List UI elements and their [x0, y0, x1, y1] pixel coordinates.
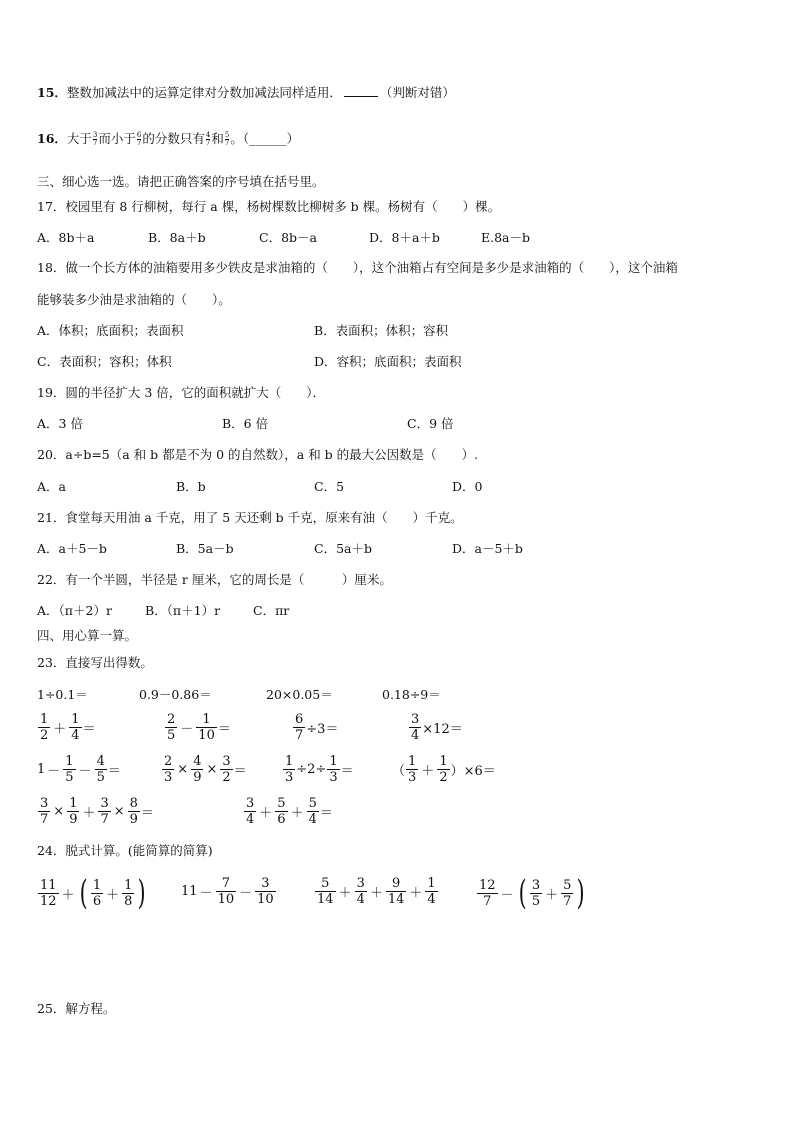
- question-15: [37, 84, 455, 101]
- question-16: [37, 131, 299, 147]
- calc-item: $\frac{3}{4}$ ＋ $\frac{5}{6}$ ＋ $\frac{5}{4}$ ＝: [246, 796, 333, 827]
- answer-blank[interactable]: [344, 84, 378, 97]
- question-23-stem: 23．直接写出得数。: [37, 655, 153, 670]
- question-22-stem: 22．有一个半圆，半径是 r 厘米，它的周长是（ ）厘米。: [37, 572, 392, 587]
- fraction: $\frac{8}{9}$: [129, 796, 138, 827]
- answer-blank[interactable]: 。（______）: [230, 131, 300, 146]
- calc-item: $\frac{1}{2}$ ＋ $\frac{1}{4}$ ＝: [40, 712, 96, 743]
- question-18-stem-line2: 能够装多少油是求油箱的（ ）。: [37, 292, 231, 307]
- fraction: $\frac{1}{2}$: [439, 754, 448, 785]
- fraction: $\frac{1}{5}$: [65, 754, 74, 785]
- fraction: $\frac{1}{4}$: [71, 712, 80, 743]
- calc-item: $\frac{12}{7}$ － ( $\frac{3}{5}$ ＋ $\frac{5}{7}$ ): [479, 873, 586, 913]
- option-a[interactable]: A．a＋5－b: [37, 541, 107, 556]
- calc-item: $\frac{6}{7}$ ÷3＝: [295, 712, 339, 743]
- fraction: $\frac{3}{7}$: [40, 796, 49, 827]
- fraction: $\frac{3}{4}$: [356, 876, 365, 907]
- fraction: $\frac{4}{9}$: [193, 754, 202, 785]
- question-number: 15．: [37, 85, 67, 100]
- option-b[interactable]: B．6 倍: [222, 416, 269, 431]
- question-21-stem: 21．食堂每天用油 a 千克，用了 5 天还剩 b 千克，原来有油（ ）千克。: [37, 510, 463, 525]
- option-a[interactable]: A．a: [37, 479, 66, 494]
- option-a[interactable]: A．3 倍: [37, 416, 83, 431]
- option-c[interactable]: C．5a＋b: [314, 541, 372, 556]
- calc-item: 0.18÷9＝: [382, 687, 441, 702]
- fraction: $\frac{2}{3}$: [164, 754, 173, 785]
- option-b[interactable]: B．8a＋b: [148, 230, 206, 245]
- fraction: $\frac{3}{10}$: [257, 876, 274, 907]
- calc-item: $\frac{5}{14}$ ＋ $\frac{3}{4}$ ＋ $\frac{9}{14}$ ＋ $\frac{1}{4}$: [317, 876, 436, 907]
- fraction: $\frac{1}{6}$: [92, 877, 102, 909]
- question-25-stem: 25．解方程。: [37, 1001, 116, 1016]
- fraction: $\frac{1}{2}$: [40, 712, 49, 743]
- option-b[interactable]: B．5a－b: [176, 541, 234, 556]
- fraction: $\frac{1}{3}$: [408, 754, 417, 785]
- fraction: $\frac{3}{4}$: [411, 712, 420, 743]
- fraction: $\frac{3}{7}$: [92, 131, 98, 147]
- calc-item: $\frac{11}{12}$ ＋ ( $\frac{1}{6}$ ＋ $\frac{1}{8}$ ): [40, 873, 147, 913]
- section-3-heading: 三、细心选一选。请把正确答案的序号填在括号里。: [37, 174, 325, 189]
- option-b[interactable]: B．（π＋1）r: [145, 603, 221, 618]
- fraction: $\frac{4}{7}$: [205, 131, 211, 147]
- fraction: $\frac{5}{6}$: [277, 796, 286, 827]
- text: 大于: [66, 131, 92, 146]
- calc-item: $\frac{1}{3}$ ÷2÷ $\frac{1}{3}$ ＝: [285, 754, 354, 785]
- option-e[interactable]: E.8a－b: [481, 230, 531, 245]
- question-text: 整数加减法中的运算定律对分数加减法同样适用．: [66, 85, 342, 100]
- section-4-heading: 四、用心算一算。: [37, 628, 138, 643]
- fraction: $\frac{1}{3}$: [285, 754, 294, 785]
- option-d[interactable]: D．0: [452, 479, 483, 494]
- question-19-stem: 19．圆的半径扩大 3 倍，它的面积就扩大（ ）．: [37, 385, 326, 400]
- calc-item: $\frac{2}{5}$ － $\frac{1}{10}$ ＝: [167, 712, 231, 743]
- option-d[interactable]: D．容积；底面积；表面积: [314, 354, 462, 369]
- option-c[interactable]: C．9 倍: [407, 416, 454, 431]
- text: 和: [211, 131, 224, 146]
- option-c[interactable]: C．8b－a: [259, 230, 317, 245]
- fraction: $\frac{2}{5}$: [167, 712, 176, 743]
- option-a[interactable]: A．（π＋2）r: [37, 603, 112, 618]
- fraction: $\frac{1}{9}$: [69, 796, 78, 827]
- calc-item: $\frac{3}{4}$ ×12＝: [411, 712, 463, 743]
- fraction: $\frac{1}{10}$: [198, 712, 215, 743]
- fraction: $\frac{1}{3}$: [329, 754, 338, 785]
- option-c[interactable]: C．πr: [253, 603, 290, 618]
- question-tail: （判断对错）: [379, 85, 455, 100]
- calc-item: 1 － $\frac{1}{5}$ － $\frac{4}{5}$ ＝: [37, 754, 121, 785]
- question-17-stem: 17．校园里有 8 行柳树，每行 a 棵，杨树棵数比柳树多 b 棵。杨树有（ ）棵。: [37, 199, 501, 214]
- question-number: 16．: [37, 131, 67, 146]
- option-d[interactable]: D．8＋a＋b: [369, 230, 440, 245]
- question-20-stem: 20．a÷b=5（a 和 b 都是不为 0 的自然数），a 和 b 的最大公因数是（ ）.: [37, 447, 479, 462]
- option-c[interactable]: C．5: [314, 479, 345, 494]
- question-18-stem-line1: 18．做一个长方体的油箱要用多少铁皮是求油箱的（ ），这个油箱占有空间是多少是求油箱的（ ），这个油箱: [37, 260, 678, 275]
- fraction: $\frac{6}{7}$: [295, 712, 304, 743]
- calc-item: 11 － $\frac{7}{10}$ － $\frac{3}{10}$: [181, 876, 274, 907]
- calc-item: 1÷0.1＝: [37, 687, 88, 702]
- option-a[interactable]: A．8b＋a: [37, 230, 95, 245]
- option-b[interactable]: B．b: [176, 479, 206, 494]
- fraction: $\frac{3}{5}$: [531, 877, 541, 909]
- option-c[interactable]: C．表面积；容积；体积: [37, 354, 172, 369]
- fraction: $\frac{5}{4}$: [308, 796, 317, 827]
- fraction: $\frac{5}{7}$: [563, 877, 572, 909]
- option-b[interactable]: B．表面积；体积；容积: [314, 323, 449, 338]
- fraction: $\frac{3}{7}$: [100, 796, 109, 827]
- option-a[interactable]: A．体积；底面积；表面积: [37, 323, 184, 338]
- fraction: $\frac{5}{14}$: [317, 876, 334, 907]
- calc-item: 0.9－0.86＝: [139, 687, 212, 702]
- fraction: $\frac{7}{10}$: [217, 876, 235, 907]
- fraction: $\frac{1}{4}$: [427, 876, 436, 907]
- text: 的分数只有: [142, 131, 205, 146]
- fraction: $\frac{5}{7}$: [224, 131, 230, 147]
- fraction: $\frac{6}{7}$: [136, 131, 142, 147]
- fraction: $\frac{3}{4}$: [246, 796, 255, 827]
- fraction: $\frac{1}{8}$: [124, 877, 133, 909]
- text: 而小于: [98, 131, 136, 146]
- fraction: $\frac{4}{5}$: [96, 754, 105, 785]
- question-24-stem: 24．脱式计算。(能简算的简算): [37, 843, 213, 858]
- fraction: $\frac{12}{7}$: [479, 877, 496, 909]
- calc-item: （ $\frac{1}{3}$ ＋ $\frac{1}{2}$ ）×6＝: [392, 754, 496, 785]
- option-d[interactable]: D．a－5＋b: [452, 541, 523, 556]
- calc-item: $\frac{3}{7}$ × $\frac{1}{9}$ ＋ $\frac{3}{7}$ × $\frac{8}{9}$ ＝: [40, 796, 154, 827]
- fraction: $\frac{11}{12}$: [40, 877, 57, 909]
- fraction: $\frac{9}{14}$: [387, 876, 405, 907]
- calc-item: 20×0.05＝: [266, 687, 333, 702]
- calc-item: $\frac{2}{3}$ × $\frac{4}{9}$ × $\frac{3}{2}$ ＝: [164, 754, 247, 785]
- fraction: $\frac{3}{2}$: [222, 754, 231, 785]
